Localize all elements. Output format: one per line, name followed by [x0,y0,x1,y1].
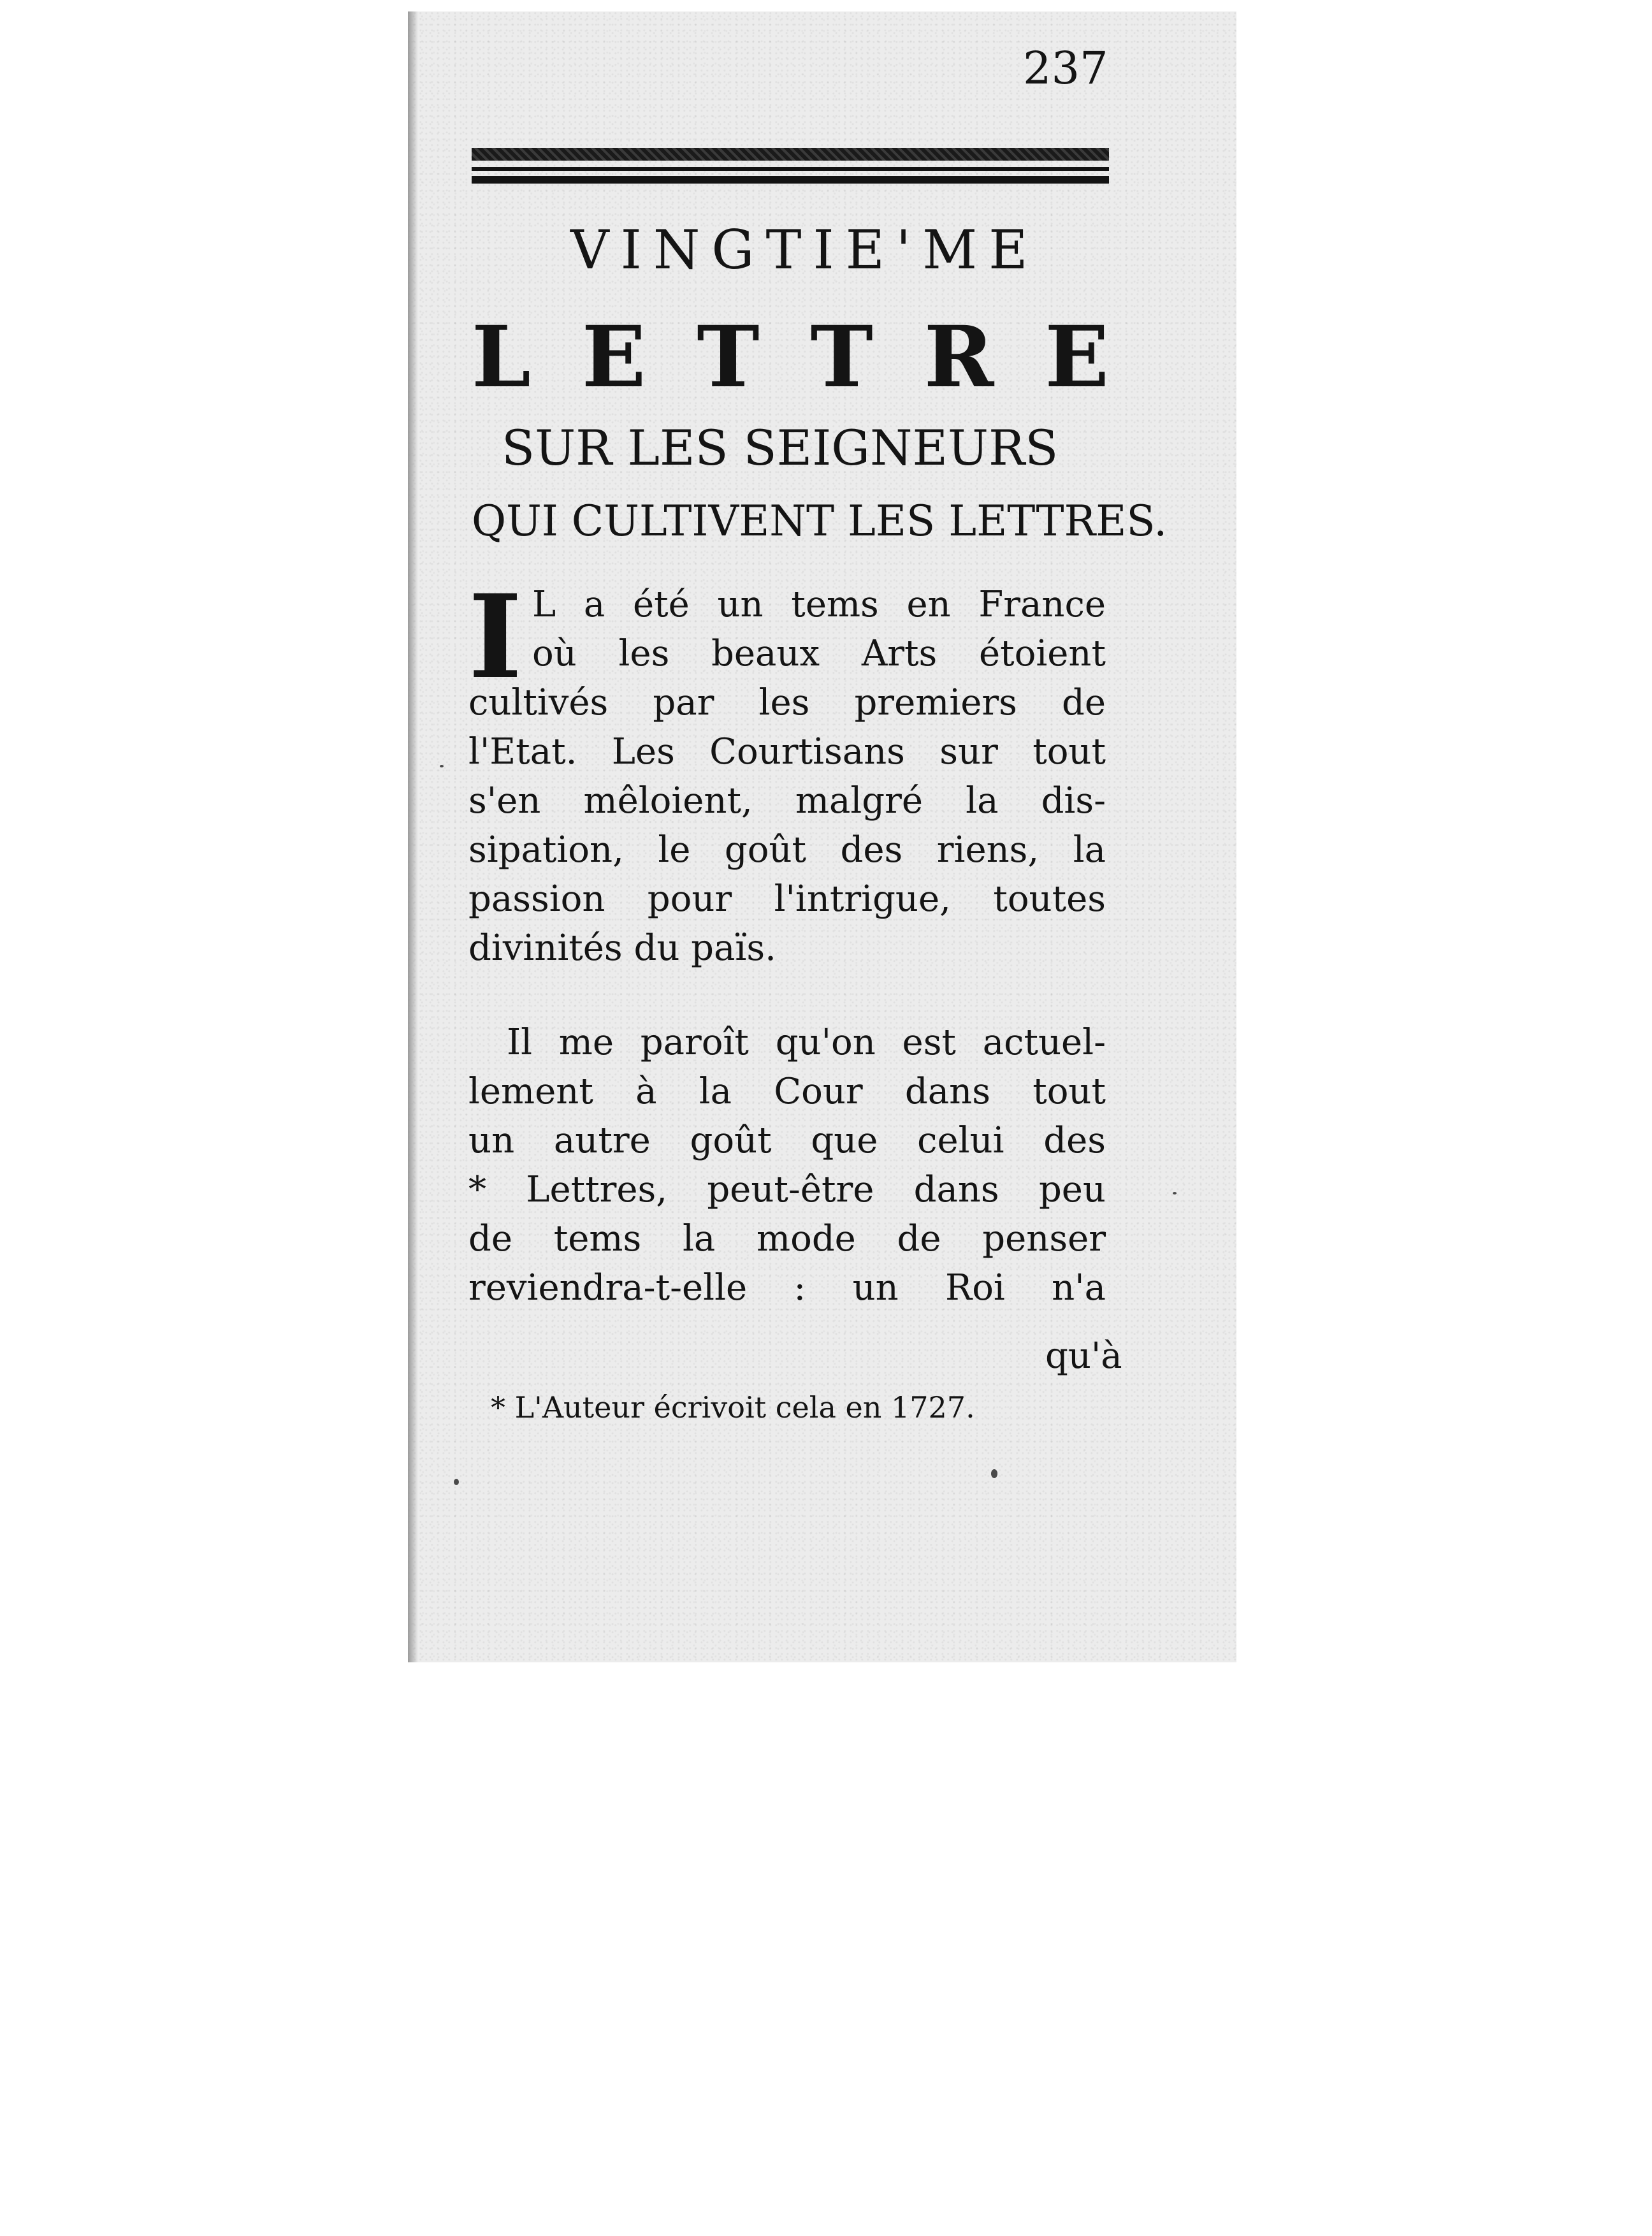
text-line: s'en mêloient, malgré la dis- [468,780,1106,822]
ink-speck [1173,1192,1177,1194]
text-line: divinités du païs. [468,927,776,969]
letter-title [472,308,1109,407]
text-line: un autre goût que celui des [468,1120,1106,1161]
text-line: où les beaux Arts étoient [532,633,1106,674]
text-line: sipation, le goût des riens, la [468,829,1106,871]
text-line: passion pour l'intrigue, toutes [468,878,1106,920]
letter-subtitle-line-2: QUI CULTIVENT LES LETTRES. [472,497,1168,546]
title-letter: T [697,308,760,407]
text-line: lement à la Cour dans tout [468,1071,1106,1112]
paragraph-1 [468,570,1106,973]
thick-rule [472,176,1109,184]
ink-speck [440,765,444,767]
letter-subtitle-line-1: SUR LES SEIGNEURS [502,419,1059,476]
title-letter: E [581,308,646,407]
text-line: Il me paroît qu'on est actuel- [507,1022,1106,1063]
ink-speck [991,1469,997,1478]
text-line: cultivés par les premiers de [468,682,1106,723]
ink-speck [454,1479,459,1485]
drop-cap: I [468,570,523,704]
text-line: l'Etat. Les Courtisans sur tout [468,731,1106,773]
footnote: * L'Auteur écrivoit cela en 1727. [491,1390,975,1425]
title-letter: L [472,308,531,407]
text-line: L a été un tems en France [532,584,1106,625]
letter-ordinal: VINGTIE'ME [570,219,1040,281]
ornamental-rule [472,148,1109,161]
catchword: qu'à [1045,1335,1122,1377]
text-line: * Lettres, peut-être dans peu [468,1169,1106,1210]
title-letter: R [924,308,994,407]
thin-rule [472,167,1109,171]
page-number: 237 [1023,42,1108,94]
text-line: de tems la mode de penser [468,1218,1106,1260]
title-letter: E [1045,308,1109,407]
paragraph-2 [468,1018,1106,1312]
header-rule [472,148,1109,184]
text-line: reviendra-t-elle : un Roi n'a [468,1267,1106,1309]
title-letter: T [810,308,873,407]
page-edge-shadow [408,11,418,1662]
